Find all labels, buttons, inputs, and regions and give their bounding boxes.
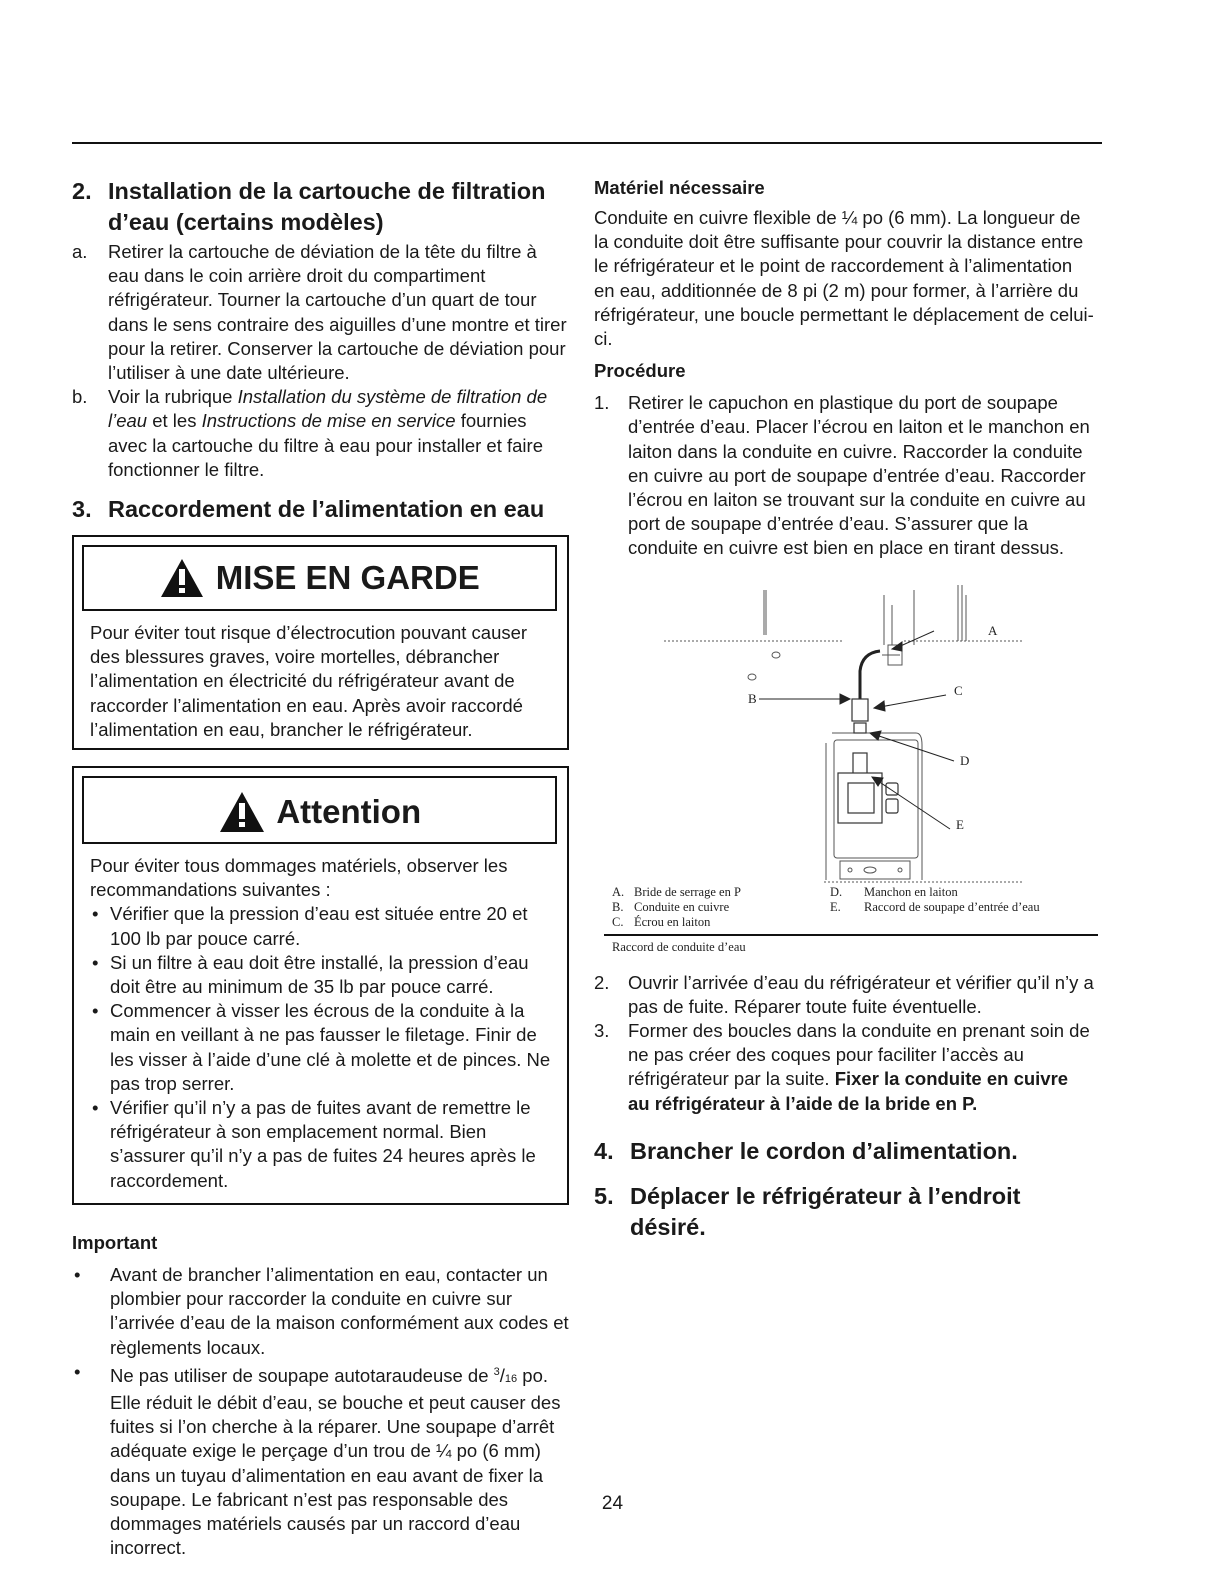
legend-value: Manchon en laiton (864, 884, 958, 899)
list-item: • Ne pas utiliser de soupape autotaraudeuse de $^3$/16 po. Elle réduit le débit d’eau, se bouche et peut causer des fuites si l’on cherche à la réparer. Une soupape d’arrêt adéquate exige le perçage d’un trou de ¼ po (6 mm) dans un tuyau d’alimentation en eau avant de fixer la soupape. Le fabricant n’est pas responsable des dommages matériels causés par un raccord d’eau incorrect. (72, 1360, 569, 1561)
section-4-heading (594, 1136, 1094, 1167)
section-number: 5. (594, 1182, 614, 1209)
list-text: Retirer le capuchon en plastique du port de soupape d’entrée d’eau. Placer l’écrou en laiton et le manchon en laiton dans la conduite en cuivre. Raccorder la conduite en cuivre au port de soupape d’entrée d’eau. Raccorder l’écrou en laiton se trouvant sur la conduite en cuivre au port de soupape d’entrée d’eau. S’assurer que la conduite en cuivre est bien en place en tirant dessus. (628, 392, 1090, 559)
section-title: Installation de la cartouche de filtration d’eau (certains modèles) (108, 178, 546, 235)
caution-box (72, 535, 569, 750)
figure-caption: Raccord de conduite d’eau (612, 939, 746, 954)
bullet-text: Commencer à visser les écrous de la conduite à la main en veillant à ne pas fausser le filetage. Finir de les visser à l’aide d’une clé à molette et de pinces. Ne pas trop serrer. (110, 1000, 551, 1094)
attention-title: Attention (276, 793, 422, 831)
list-marker: b. (72, 386, 88, 408)
section-number: 3. (72, 496, 92, 523)
water-connection-diagram (604, 585, 1084, 885)
attention-header (82, 776, 557, 844)
legend-key: D. (830, 884, 843, 899)
legend-key: A. (612, 884, 625, 899)
list-marker: a. (72, 241, 88, 262)
list-item (594, 391, 1094, 560)
list-text: Retirer la cartouche de déviation de la tête du filtre à eau dans le coin arrière droit du compartiment réfrigérateur. Tourner la cartouche d’un quart de tour dans le sens contraire des aiguilles d’une montre et tirer pour la retirer. Conserver la cartouche de déviation pour l’utiliser à une date ultérieure. (108, 241, 567, 384)
legend-key: B. (612, 899, 624, 914)
list-item (72, 385, 569, 482)
warning-triangle-icon (218, 790, 266, 834)
legend-value: Bride de serrage en P (634, 884, 741, 899)
list-marker: 1. (594, 392, 610, 414)
callout-e: E (956, 816, 964, 832)
section-title: Raccordement de l’alimentation en eau (108, 496, 545, 523)
list-text: Former des boucles dans la conduite en prenant soin de ne pas créer des coques pour faciliter l’accès au réfrigérateur par la suite. Fixer la conduite en cuivre au réfrigérateur à l’aide de la bride en P. (628, 1020, 1090, 1114)
callout-b: B (748, 690, 757, 706)
caption-rule (604, 934, 1098, 936)
attention-box (72, 766, 569, 1205)
list-marker: 3. (594, 1020, 610, 1042)
procedure-list-continued (594, 971, 1094, 1116)
list-text: Voir la rubrique Installation du système de filtration de l’eau et les Instructions de mise en service fournies avec la cartouche du filtre à eau pour installer et faire fonctionner le filtre. (108, 386, 548, 480)
section-number: 4. (594, 1137, 614, 1164)
list-text: Ouvrir l’arrivée d’eau du réfrigérateur et vérifier qu’il n’y a pas de fuite. Réparer toute fuite éventuelle. (628, 971, 1094, 1017)
callout-c: C (954, 682, 963, 698)
legend-value: Écrou en laiton (634, 914, 711, 929)
list-item: • Avant de brancher l’alimentation en eau, contacter un plombier pour raccorder la conduite en cuivre sur l’arrivée d’eau de la maison conformément aux codes et règlements locaux. (72, 1263, 569, 1360)
bullet-text: Vérifier qu’il n’y a pas de fuites avant de remettre le réfrigérateur à son emplacement normal. Bien s’assurer qu’il n’y a pas de fuites 24 heures après le raccordement. (110, 1097, 536, 1191)
page-number: 24 (601, 1493, 624, 1514)
legend-value: Conduite en cuivre (634, 899, 730, 914)
materiel-text: Conduite en cuivre flexible de ¼ po (6 mm). La longueur de la conduite doit être suffisante pour couvrir la distance entre le réfrigérateur et le point de raccordement à l’alimentation en eau, additionnée de 8 pi (2 m) pour former, à l’arrière du réfrigérateur, une boucle permettant le déplacement de celui-ci. (594, 207, 1094, 350)
legend-value: Raccord de soupape d’entrée d’eau (864, 899, 1040, 914)
reference-title: Installation du système de filtration de l’eau (108, 386, 548, 432)
callout-d: D (960, 752, 970, 768)
caution-header (82, 545, 557, 611)
left-column (72, 176, 569, 1560)
section-5-heading (594, 1181, 1094, 1243)
bullet-item: • Commencer à visser les écrous de la conduite à la main en veillant à ne pas fausser le filetage. Finir de les visser à l’aide d’une clé à molette et de pinces. Ne pas trop serrer. (90, 999, 553, 1096)
figure-legend (594, 885, 1094, 930)
section-title: Déplacer le réfrigérateur à l’endroit désiré. (630, 1182, 1021, 1240)
bullet-item: • Si un filtre à eau doit être installé, la pression d’eau doit être au minimum de 35 lb par pouce carré. (90, 951, 553, 999)
list-item (72, 240, 569, 385)
important-list (72, 1263, 569, 1561)
important-heading: Important (72, 1231, 158, 1253)
caution-title: MISE EN GARDE (215, 559, 480, 597)
filter-steps-list (72, 240, 569, 482)
header-rule (72, 142, 1102, 144)
caution-body: Pour éviter tout risque d’électrocution pouvant causer des blessures graves, voire mortelles, débrancher l’alimentation en électricité du réfrigérateur avant de raccorder l’alimentation en eau. Après avoir raccordé l’alimentation en eau, brancher le réfrigérateur. (90, 622, 528, 740)
list-item (594, 1019, 1094, 1116)
procedure-heading: Procédure (594, 360, 686, 382)
section-3-heading (72, 494, 569, 525)
list-text: Avant de brancher l’alimentation en eau, contacter un plombier pour raccorder la conduite en cuivre sur l’arrivée d’eau de la maison conformément aux codes et règlements locaux. (110, 1263, 569, 1358)
list-marker: 2. (594, 971, 610, 993)
attention-intro: Pour éviter tous dommages matériels, observer les recommandations suivantes : (90, 855, 508, 901)
reference-title: Instructions de mise en service (201, 410, 456, 432)
callout-a: A (988, 622, 998, 638)
bullet-text: Si un filtre à eau doit être installé, la pression d’eau doit être au minimum de 35 lb par pouce carré. (110, 951, 529, 998)
bullet-item: • Vérifier que la pression d’eau est située entre 20 et 100 lb par pouce carré. (90, 902, 553, 950)
attention-body (74, 844, 567, 1203)
emphasis-text: Fixer la conduite en cuivre au réfrigérateur à l’aide de la bride en P. (628, 1068, 1069, 1114)
right-column (594, 176, 1094, 1243)
section-title: Brancher le cordon d’alimentation. (630, 1137, 1018, 1164)
list-item (594, 971, 1094, 1019)
legend-key: E. (830, 899, 841, 914)
bullet-text: Vérifier que la pression d’eau est située entre 20 et 100 lb par pouce carré. (110, 903, 528, 949)
section-2-heading (72, 176, 569, 238)
materiel-heading: Matériel nécessaire (594, 177, 765, 198)
bullet-item: • Vérifier qu’il n’y a pas de fuites avant de remettre le réfrigérateur à son emplacement normal. Bien s’assurer qu’il n’y a pas de fuites 24 heures après le raccordement. (90, 1096, 553, 1193)
warning-triangle-icon (159, 557, 205, 599)
section-number: 2. (72, 178, 92, 204)
legend-key: C. (612, 914, 624, 929)
list-text: Ne pas utiliser de soupape autotaraudeuse de $^3$/16 po. Elle réduit le débit d’eau, se bouche et peut causer des fuites si l’on cherche à la réparer. Une soupape d’arrêt adéquate exige le perçage d’un trou de ¼ po (6 mm) dans un tuyau d’alimentation en eau avant de fixer la soupape. Le fabricant n’est pas responsable des dommages matériels causés par un raccord d’eau incorrect. (110, 1364, 561, 1559)
water-connection-figure (604, 585, 1084, 885)
procedure-list (594, 391, 1094, 560)
